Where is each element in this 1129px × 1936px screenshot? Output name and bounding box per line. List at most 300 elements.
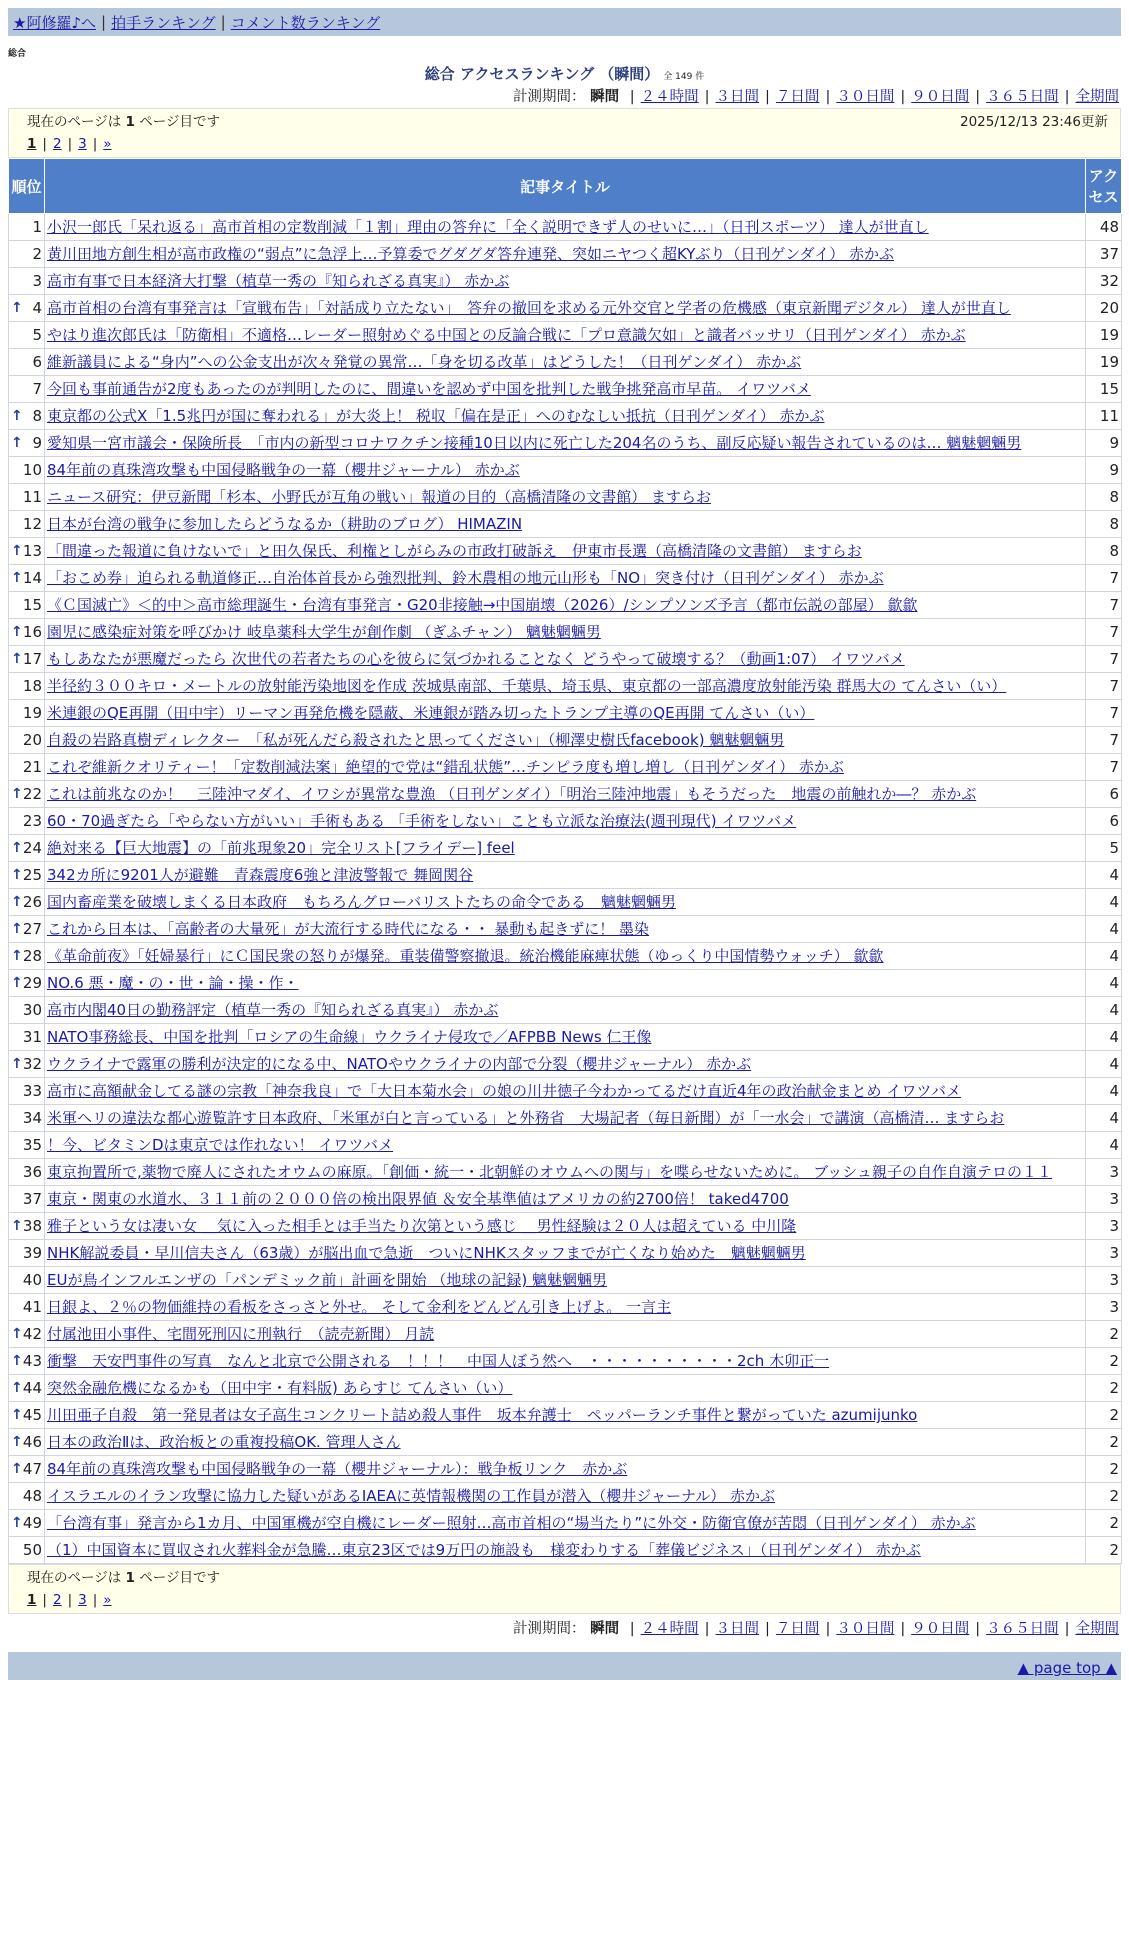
article-link[interactable]: ニュース研究：伊豆新聞「杉本、小野氏が互角の戦い」報道の目的（高橋清隆の文書館） ますらお (47, 488, 712, 506)
access-count: 11 (1086, 403, 1122, 430)
article-link[interactable]: 84年前の真珠湾攻撃も中国侵略戦争の一幕（櫻井ジャーナル）：戦争板リンク 赤かぶ (47, 1460, 628, 1478)
period-link[interactable]: ３日間 (715, 1621, 760, 1637)
access-count: 9 (1086, 457, 1122, 484)
article-link[interactable]: 東京都の公式X「1.5兆円が国に奪われる」が大炎上！ 税収「偏在是正」へのむなしい抵抗（日刊ゲンダイ） 赤かぶ (47, 407, 825, 425)
rank-number: 9 (32, 434, 42, 452)
access-count: 8 (1086, 484, 1122, 511)
access-count: 2 (1086, 1402, 1122, 1429)
access-count: 7 (1086, 565, 1122, 592)
title-cell (45, 484, 1086, 511)
title-cell (45, 322, 1086, 349)
title-cell (45, 916, 1086, 943)
rank-number: 44 (22, 1379, 42, 1397)
table-row (9, 754, 1122, 781)
title-cell (45, 538, 1086, 565)
article-link[interactable]: 高市内閣40日の勤務評定（植草一秀の『知られざる真実』） 赤かぶ (47, 1001, 499, 1019)
rank-up-arrow-icon: ↑ (11, 1515, 23, 1531)
access-count: 7 (1086, 673, 1122, 700)
table-row (9, 862, 1122, 889)
rank-number: 27 (22, 920, 42, 938)
period-link[interactable]: ３６５日間 (986, 89, 1059, 105)
period-link[interactable]: ２４時間 (640, 89, 699, 105)
access-count: 32 (1086, 268, 1122, 295)
rank-number: 49 (22, 1514, 42, 1532)
period-separator: | (704, 89, 710, 105)
access-count: 4 (1086, 1024, 1122, 1051)
access-count: 7 (1086, 619, 1122, 646)
home-link[interactable]: ★阿修羅♪へ (13, 13, 97, 32)
access-count: 37 (1086, 241, 1122, 268)
rank-number: 47 (22, 1460, 42, 1478)
nav-separator: | (220, 13, 226, 31)
period-selector-bottom (0, 1618, 1119, 1640)
article-link[interactable]: ウクライナで露軍の勝利が決定的になる中、NATOやウクライナの内部で分裂（櫻井ジャーナル） 赤かぶ (47, 1055, 752, 1073)
table-row (9, 1510, 1122, 1537)
table-row (9, 295, 1122, 322)
title-cell (45, 295, 1086, 322)
rank-cell (9, 1402, 45, 1429)
article-link[interactable]: 84年前の真珠湾攻撃も中国侵略戦争の一幕（櫻井ジャーナル） 赤かぶ (47, 461, 520, 479)
article-link[interactable]: ！今、ビタミンDは東京では作れない！ イワツバメ (47, 1136, 394, 1154)
article-link[interactable]: NATO事務総長、中国を批判「ロシアの生命線」ウクライナ侵攻で／AFPBB News 仁王像 (47, 1028, 652, 1046)
rank-cell (9, 1537, 45, 1564)
table-row (9, 1132, 1122, 1159)
article-link[interactable]: 《Ｃ国滅亡》＜的中＞高市総理誕生・台湾有事発言・G20非接触→中国崩壊（2026）/シンプソンズ予言（都市伝説の部屋） 歙歙 (47, 596, 918, 614)
title-cell (45, 1483, 1086, 1510)
rank-up-arrow-icon: ↑ (11, 786, 23, 802)
table-row (9, 1159, 1122, 1186)
pager-page-link[interactable]: 3 (78, 136, 87, 152)
rank-number: 22 (22, 785, 42, 803)
rank-number: 39 (22, 1244, 42, 1262)
table-row (9, 1348, 1122, 1375)
title-cell (45, 727, 1086, 754)
access-header: アクセス (1086, 159, 1122, 214)
rank-cell (9, 781, 45, 808)
title-cell (45, 214, 1086, 241)
rank-up-arrow-icon: ↑ (11, 1434, 23, 1450)
title-cell (45, 619, 1086, 646)
period-separator: | (825, 89, 831, 105)
title-cell (45, 1267, 1086, 1294)
access-count: 3 (1086, 1240, 1122, 1267)
title-cell (45, 673, 1086, 700)
period-separator: | (765, 1621, 770, 1637)
rank-cell (9, 1483, 45, 1510)
pager-bottom (27, 1589, 1108, 1611)
article-link[interactable]: 《革命前夜》「妊婦暴行」にＣ国民衆の怒りが爆発。重装備警察撤退。統治機能麻痺状態（ゆっくり中国情勢ウォッチ） 歙歙 (47, 947, 884, 965)
article-link[interactable]: 半径約３００キロ・メートルの放射能汚染地図を作成 茨城県南部、千葉県、埼玉県、東京都の一部高濃度放射能汚染 群馬大の てんさい（い） (47, 677, 1007, 695)
article-link[interactable]: 黄川田地方創生相が高市政権の“弱点”に急浮上…予算委でグダグダ答弁連発、突如ニヤつく超KYぶり（日刊ゲンダイ） 赤かぶ (47, 245, 894, 263)
article-link[interactable]: 川田亜子自殺 第一発見者は女子高生コンクリート詰め殺人事件 坂本弁護士 ペッパーランチ事件と繋がっていた azumijunko (47, 1406, 918, 1424)
rank-cell (9, 538, 45, 565)
access-count: 3 (1086, 1213, 1122, 1240)
access-count: 9 (1086, 430, 1122, 457)
title-cell (45, 835, 1086, 862)
access-count: 7 (1086, 646, 1122, 673)
page-top-link[interactable]: ▲ page top ▲ (1017, 1659, 1117, 1677)
rank-number: 24 (22, 839, 42, 857)
period-link[interactable]: ３日間 (715, 89, 760, 105)
rank-cell (9, 592, 45, 619)
rank-number: 3 (32, 272, 42, 290)
title-cell (45, 241, 1086, 268)
rank-up-arrow-icon: ↑ (11, 1056, 23, 1072)
article-link[interactable]: 東京拘置所で,薬物で廃人にされたオウムの麻原。「創価・統一・北朝鮮のオウムへの関与」を喋らせないために。 ブッシュ親子の自作自演テロの１１ (47, 1163, 1052, 1181)
title-cell (45, 1510, 1086, 1537)
article-link[interactable]: 愛知県一宮市議会・保険所長 「市内の新型コロナワクチン接種10日以内に死亡した204名のうち、副反応疑い報告されているのは… 魑魅魍魎男 (47, 434, 1022, 452)
title-cell (45, 1321, 1086, 1348)
rank-cell (9, 1267, 45, 1294)
pager-next-link[interactable]: » (103, 1592, 112, 1608)
table-row (9, 727, 1122, 754)
article-link[interactable]: 日銀よ、２％の物価維持の看板をさっさと外せ。 そして金利をどんどん引き上げよ。 一言主 (47, 1298, 672, 1316)
rank-cell (9, 511, 45, 538)
pager-separator: | (42, 1592, 47, 1608)
article-link[interactable]: 自殺の岩路真樹ディレクター 「私が死んだら殺されたと思ってください」（柳澤史樹氏facebook) 魑魅魍魎男 (47, 731, 785, 749)
article-link[interactable]: 米軍ヘリの違法な都心遊覧許す日本政府、「米軍が白と言っている」と外務省 大場記者（毎日新聞）が「一水会」で講演（高橋清… ますらお (47, 1109, 1005, 1127)
title-cell (45, 1186, 1086, 1213)
table-row (9, 376, 1122, 403)
table-row (9, 1240, 1122, 1267)
access-count: 4 (1086, 862, 1122, 889)
rank-cell (9, 1213, 45, 1240)
access-count: 4 (1086, 889, 1122, 916)
rank-cell (9, 376, 45, 403)
rank-number: 31 (22, 1028, 42, 1046)
rank-cell (9, 727, 45, 754)
rank-number: 23 (22, 812, 42, 830)
rank-cell (9, 241, 45, 268)
period-link[interactable]: ９０日間 (911, 1621, 970, 1637)
rank-number: 42 (22, 1325, 42, 1343)
article-link[interactable]: 高市首相の台湾有事発言は「宣戦布告」「対話成り立たない」 答弁の撤回を求める元外交官と学者の危機感（東京新聞デジタル） 達人が世直し (47, 299, 1011, 317)
rank-number: 28 (22, 947, 42, 965)
article-link[interactable]: 342カ所に9201人が避難 青森震度6強と津波警報で 舞岡関谷 (47, 866, 474, 884)
rank-up-arrow-icon: ↑ (11, 651, 23, 667)
table-row (9, 835, 1122, 862)
article-link[interactable]: 日本の政治Ⅱは、政治板との重複投稿OK. 管理人さん (47, 1433, 401, 1451)
access-count: 2 (1086, 1375, 1122, 1402)
access-count: 4 (1086, 997, 1122, 1024)
page-info-bottom (8, 1564, 1121, 1614)
title-cell (45, 376, 1086, 403)
rank-cell (9, 457, 45, 484)
access-count: 20 (1086, 295, 1122, 322)
table-row (9, 1537, 1122, 1564)
rank-up-arrow-icon: ↑ (11, 1353, 23, 1369)
rank-cell (9, 673, 45, 700)
period-current: 瞬間 (590, 89, 620, 105)
rank-number: 4 (32, 299, 42, 317)
rank-number: 2 (32, 245, 42, 263)
rank-cell (9, 1321, 45, 1348)
total-count: 全 149 件 (663, 72, 705, 82)
article-link[interactable]: EUが鳥インフルエンザの「パンデミック前」計画を開始 （地球の記録) 魑魅魍魎男 (47, 1271, 607, 1289)
title-cell (45, 565, 1086, 592)
clap-ranking-link[interactable]: 拍手ランキング (111, 13, 216, 32)
rank-cell (9, 916, 45, 943)
access-count: 4 (1086, 1132, 1122, 1159)
pager-page-link[interactable]: 3 (78, 1592, 87, 1608)
table-row (9, 970, 1122, 997)
table-row (9, 403, 1122, 430)
article-link[interactable]: 高市に高額献金してる謎の宗教「神奈我良」で「大日本菊水会」の娘の川井徳子今わかってるだけ直近4年の政治献金まとめ イワツバメ (47, 1082, 962, 1100)
rank-cell (9, 1510, 45, 1537)
rank-cell (9, 484, 45, 511)
rank-number: 15 (22, 596, 42, 614)
article-link[interactable]: 「間違った報道に負けないで」と田久保氏、利権としがらみの市政打破訴え 伊東市長選（高橋清隆の文書館） ますらお (47, 542, 862, 560)
rank-number: 17 (22, 650, 42, 668)
rank-cell (9, 322, 45, 349)
table-row (9, 1186, 1122, 1213)
article-link[interactable]: これから日本は、「高齢者の大量死」が大流行する時代になる・・ 暴動も起きずに！ 墨染 (47, 920, 650, 938)
rank-cell (9, 565, 45, 592)
rank-up-arrow-icon: ↑ (11, 867, 23, 883)
article-link[interactable]: 高市有事で日本経済大打撃（植草一秀の『知られざる真実』） 赤かぶ (47, 272, 510, 290)
period-link[interactable]: 全期間 (1075, 89, 1119, 105)
access-count: 5 (1086, 835, 1122, 862)
table-row (9, 673, 1122, 700)
rank-up-arrow-icon: ↑ (11, 408, 23, 424)
rank-cell (9, 1024, 45, 1051)
rank-number: 35 (22, 1136, 42, 1154)
rank-number: 30 (22, 1001, 42, 1019)
period-separator: | (1064, 1621, 1070, 1637)
current-page-text: 現在のページは 1 ページ目です (27, 1570, 220, 1586)
period-separator: | (825, 1621, 831, 1637)
pager-next-link[interactable]: » (103, 136, 112, 152)
rank-number: 33 (22, 1082, 42, 1100)
period-link[interactable]: ２４時間 (640, 1621, 699, 1637)
table-row (9, 1402, 1122, 1429)
rank-number: 21 (22, 758, 42, 776)
access-count: 7 (1086, 727, 1122, 754)
period-current: 瞬間 (590, 1621, 620, 1637)
access-count: 3 (1086, 1267, 1122, 1294)
ranking-table (8, 158, 1122, 1564)
access-count: 2 (1086, 1348, 1122, 1375)
rank-cell (9, 1429, 45, 1456)
table-row (9, 781, 1122, 808)
table-row (9, 1051, 1122, 1078)
pager-current: 1 (27, 136, 37, 152)
period-separator: | (975, 1621, 981, 1637)
pager-current: 1 (27, 1592, 37, 1608)
rank-up-arrow-icon: ↑ (11, 894, 23, 910)
table-row (9, 943, 1122, 970)
article-link[interactable]: 雅子という女は凄い女 ＿気に入った相手とは手当たり次第という感じ ＿男性経験は２０人は超えている 中川隆 (47, 1217, 797, 1235)
article-link[interactable]: NHK解説委員・早川信夫さん（63歳）が脳出血で急逝 ついにNHKスタッフまでが亡くなり始めた 魑魅魍魎男 (47, 1244, 806, 1262)
article-link[interactable]: 衝撃 天安門事件の写真 なんと北京で公開される ！！！ 中国人ぼう然へ ・・・・・・・・・・2ch 木卯正一 (47, 1352, 830, 1370)
rank-cell (9, 1051, 45, 1078)
access-count: 3 (1086, 1294, 1122, 1321)
table-row (9, 484, 1122, 511)
rank-up-arrow-icon: ↑ (11, 1407, 23, 1423)
article-link[interactable]: 国内畜産業を破壊しまくる日本政府 もちろんグローバリストたちの命令である 魑魅魍魎男 (47, 893, 676, 911)
title-cell (45, 862, 1086, 889)
title-cell (45, 1402, 1086, 1429)
article-link[interactable]: 米連銀のQE再開（田中宇）リーマン再発危機を隠蔽、米連銀が踏み切ったトランプ主導のQE再開 てんさい（い） (47, 704, 815, 722)
access-count: 4 (1086, 1105, 1122, 1132)
period-link[interactable]: ９０日間 (911, 89, 970, 105)
article-link[interactable]: （1）中国資本に買収され火葬料金が急騰…東京23区では9万円の施設も 様変わりする「葬儀ビジネス」（日刊ゲンダイ） 赤かぶ (47, 1541, 921, 1559)
title-cell (45, 997, 1086, 1024)
access-count: 7 (1086, 754, 1122, 781)
title-cell (45, 889, 1086, 916)
pager-top (27, 133, 1108, 155)
table-row (9, 646, 1122, 673)
pager-page-link[interactable]: 2 (52, 136, 62, 152)
article-link[interactable]: 突然金融危機になるかも（田中宇・有料版) あらすじ てんさい（い） (47, 1379, 513, 1397)
ranking-title: 総合 アクセスランキング （瞬間） (424, 65, 660, 83)
title-cell (45, 970, 1086, 997)
title-cell (45, 1024, 1086, 1051)
updated-timestamp: 2025/12/13 23:46更新 (959, 114, 1108, 130)
article-link[interactable]: イスラエルのイラン攻撃に協力した疑いがあるIAEAに英情報機関の工作員が潜入（櫻井ジャーナル） 赤かぶ (47, 1487, 775, 1505)
article-link[interactable]: これは前兆なのか！ 三陸沖マダイ、イワシが異常な豊漁 （日刊ゲンダイ）「明治三陸沖地震」もそうだった 地震の前触れか―？ 赤かぶ (47, 785, 977, 803)
title-cell (45, 808, 1086, 835)
title-cell (45, 592, 1086, 619)
nav-separator: | (101, 13, 107, 31)
article-link[interactable]: 付属池田小事件、宅間死刑囚に刑執行 （読売新聞） 月読 (47, 1325, 435, 1343)
table-row (9, 1375, 1122, 1402)
access-count: 4 (1086, 943, 1122, 970)
title-cell (45, 1348, 1086, 1375)
table-row (9, 1213, 1122, 1240)
access-count: 2 (1086, 1321, 1122, 1348)
article-link[interactable]: やはり進次郎氏は「防衛相」不適格…レーダー照射めぐる中国との反論合戦に「プロ意識欠如」と識者バッサリ（日刊ゲンダイ） 赤かぶ (47, 326, 966, 344)
top-nav-bar (8, 8, 1121, 36)
article-link[interactable]: 東京・関東の水道水、３１１前の２０００倍の検出限界値 ＆安全基準値はアメリカの約2700倍！ taked4700 (47, 1190, 789, 1208)
article-link[interactable]: もしあなたが悪魔だったら 次世代の若者たちの心を彼らに気づかれることなく どうやって破壊する？（動画1:07） イワツバメ (47, 650, 905, 668)
table-row (9, 808, 1122, 835)
period-link[interactable]: ３６５日間 (986, 1621, 1059, 1637)
rank-number: 10 (22, 461, 42, 479)
access-count: 2 (1086, 1483, 1122, 1510)
rank-up-arrow-icon: ↑ (11, 840, 23, 856)
rank-number: 26 (22, 893, 42, 911)
period-separator: | (629, 1621, 635, 1637)
rank-cell (9, 1456, 45, 1483)
rank-up-arrow-icon: ↑ (11, 948, 23, 964)
rank-cell (9, 943, 45, 970)
title-cell (45, 1240, 1086, 1267)
access-count: 2 (1086, 1456, 1122, 1483)
rank-number: 6 (32, 353, 42, 371)
table-row (9, 565, 1122, 592)
ranking-body (9, 214, 1122, 1564)
rank-number: 43 (22, 1352, 42, 1370)
rank-up-arrow-icon: ↑ (11, 1326, 23, 1342)
rank-number: 45 (22, 1406, 42, 1424)
title-cell (45, 646, 1086, 673)
period-selector-top (0, 86, 1119, 108)
period-links (624, 1621, 1119, 1637)
rank-number: 13 (22, 542, 42, 560)
article-link[interactable]: 「台湾有事」発言から1カ月、中国軍機が空自機にレーダー照射…高市首相の“場当たり”に外交・防衛官僚が苦悶（日刊ゲンダイ） 赤かぶ (47, 1514, 976, 1532)
article-link[interactable]: 小沢一郎氏「呆れ返る」高市首相の定数削減「１割」理由の答弁に「全く説明できず人のせいに…」（日刊スポーツ） 達人が世直し (47, 218, 929, 236)
title-cell (45, 268, 1086, 295)
article-link[interactable]: 維新議員による“身内”への公金支出が次々発覚の異常…「身を切る改革」はどうした！（日刊ゲンダイ） 赤かぶ (47, 353, 802, 371)
table-row (9, 241, 1122, 268)
table-row (9, 916, 1122, 943)
rank-number: 50 (22, 1541, 42, 1559)
title-cell (45, 1537, 1086, 1564)
access-count: 6 (1086, 781, 1122, 808)
period-link[interactable]: ７日間 (775, 89, 820, 105)
rank-cell (9, 1348, 45, 1375)
comment-ranking-link[interactable]: コメント数ランキング (230, 13, 381, 32)
rank-number: 11 (22, 488, 42, 506)
period-separator: | (704, 1621, 710, 1637)
article-link[interactable]: 日本が台湾の戦争に参加したらどうなるか（耕助のブログ） HIMAZIN (47, 515, 523, 533)
page-title (0, 63, 1129, 84)
article-link[interactable]: 園児に感染症対策を呼びかけ 岐阜薬科大学生が創作劇 （ぎふチャン） 魑魅魍魎男 (47, 623, 601, 641)
access-count: 3 (1086, 1159, 1122, 1186)
access-count: 7 (1086, 700, 1122, 727)
title-cell (45, 1213, 1086, 1240)
article-link[interactable]: 「おこめ券」迫られる軌道修正…自治体首長から強烈批判、鈴木農相の地元山形も「NO」突き付け（日刊ゲンダイ） 赤かぶ (47, 569, 884, 587)
period-link[interactable]: 全期間 (1075, 1621, 1119, 1637)
rank-number: 40 (22, 1271, 42, 1289)
rank-cell (9, 1078, 45, 1105)
article-link[interactable]: 絶対来る【巨大地震】の「前兆現象20」完全リスト[フライデー] feel (47, 839, 515, 857)
access-count: 4 (1086, 970, 1122, 997)
title-header: 記事タイトル (45, 159, 1086, 214)
article-link[interactable]: 今回も事前通告が2度もあったのが判明したのに、間違いを認めず中国を批判した戦争挑発高市早苗。 イワツバメ (47, 380, 811, 398)
access-count: 4 (1086, 1051, 1122, 1078)
table-row (9, 889, 1122, 916)
rank-cell (9, 808, 45, 835)
rank-up-arrow-icon: ↑ (11, 300, 23, 316)
rank-up-arrow-icon: ↑ (11, 1461, 23, 1477)
title-cell (45, 1078, 1086, 1105)
title-cell (45, 943, 1086, 970)
rank-number: 18 (22, 677, 42, 695)
period-separator: | (900, 89, 906, 105)
article-link[interactable]: これぞ維新クオリティー！「定数削減法案」絶望的で党は“錯乱状態”…チンピラ度も増し増し（日刊ゲンダイ） 赤かぶ (47, 758, 844, 776)
article-link[interactable]: NO.6 悪・魔・の・世・論・操・作・ (47, 974, 299, 992)
title-cell (45, 1051, 1086, 1078)
rank-cell (9, 835, 45, 862)
pager-page-link[interactable]: 2 (52, 1592, 62, 1608)
period-link[interactable]: ３０日間 (836, 89, 895, 105)
rank-number: 37 (22, 1190, 42, 1208)
table-row (9, 1105, 1122, 1132)
title-cell (45, 700, 1086, 727)
rank-cell (9, 862, 45, 889)
period-link[interactable]: ３０日間 (836, 1621, 895, 1637)
access-count: 2 (1086, 1429, 1122, 1456)
table-row (9, 1321, 1122, 1348)
article-link[interactable]: 60・70過ぎたら「やらない方がいい」手術もある 「手術をしない」ことも立派な治療法(週刊現代) イワツバメ (47, 812, 797, 830)
period-link[interactable]: ７日間 (775, 1621, 820, 1637)
table-row (9, 592, 1122, 619)
title-cell (45, 1159, 1086, 1186)
access-count: 7 (1086, 592, 1122, 619)
rank-cell (9, 1186, 45, 1213)
rank-number: 5 (32, 326, 42, 344)
table-row (9, 619, 1122, 646)
table-row (9, 511, 1122, 538)
rank-number: 12 (22, 515, 42, 533)
table-row (9, 430, 1122, 457)
rank-number: 19 (22, 704, 42, 722)
table-row (9, 214, 1122, 241)
period-separator: | (1064, 89, 1070, 105)
rank-up-arrow-icon: ↑ (11, 435, 23, 451)
